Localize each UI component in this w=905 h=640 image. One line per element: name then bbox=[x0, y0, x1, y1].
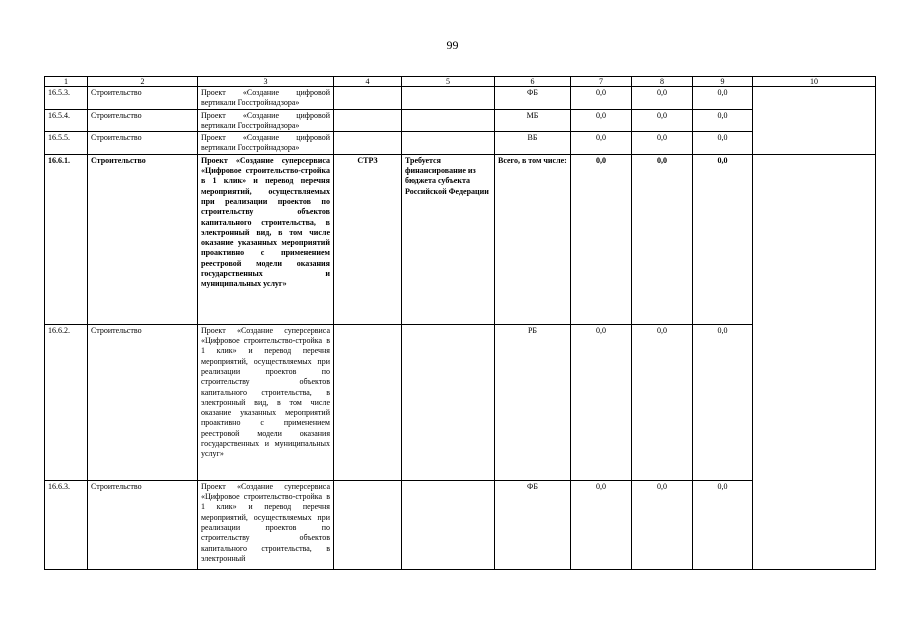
value-cell: 0,0 bbox=[571, 324, 632, 480]
finance-cell bbox=[402, 132, 495, 155]
row-number: 16.6.3. bbox=[45, 480, 88, 569]
source-cell: Всего, в том числе: bbox=[495, 154, 571, 324]
responsible-cell bbox=[334, 109, 402, 132]
value-cell: 0,0 bbox=[571, 87, 632, 110]
value-cell: 0,0 bbox=[693, 87, 753, 110]
header-cell: 8 bbox=[632, 77, 693, 87]
row-number: 16.5.5. bbox=[45, 132, 88, 155]
value-cell: 0,0 bbox=[571, 109, 632, 132]
note-cell bbox=[753, 87, 876, 155]
header-cell: 4 bbox=[334, 77, 402, 87]
value-cell: 0,0 bbox=[632, 109, 693, 132]
source-cell: ВБ bbox=[495, 132, 571, 155]
project-cell: Проект «Создание суперсервиса «Цифровое строительство-стройка в 1 клик» и перевод перечня мероприятий, осуществляемых при реализации проектов по строительству объектов капитального строительства, в электронный вид, в том числе оказание указанных мероприятий проактивно с применением реестровой модели оказания государственных и муниципальных услуг» bbox=[198, 324, 334, 480]
row-number: 16.5.4. bbox=[45, 109, 88, 132]
project-cell: Проект «Создание суперсервиса «Цифровое строительство-стройка в 1 клик» и перевод перечня мероприятий, осуществляемых при реализации проектов по строительству объектов капитального строительства, в электронный вид, в том числе оказание указанных мероприятий проактивно с применением реестровой модели оказания государственных и муниципальных услуг» bbox=[198, 154, 334, 324]
table-row bbox=[45, 87, 876, 110]
table-row bbox=[45, 109, 876, 132]
row-number: 16.5.3. bbox=[45, 87, 88, 110]
note-cell bbox=[753, 154, 876, 569]
header-cell: 9 bbox=[693, 77, 753, 87]
value-cell: 0,0 bbox=[693, 109, 753, 132]
finance-cell: Требуется финансирование из бюджета субъекта Российской Федерации bbox=[402, 154, 495, 324]
value-cell: 0,0 bbox=[632, 480, 693, 569]
row-number: 16.6.1. bbox=[45, 154, 88, 324]
sector-cell: Строительство bbox=[88, 109, 198, 132]
header-cell: 10 bbox=[753, 77, 876, 87]
source-cell: РБ bbox=[495, 324, 571, 480]
table-row bbox=[45, 324, 876, 480]
header-cell: 5 bbox=[402, 77, 495, 87]
finance-cell bbox=[402, 480, 495, 569]
table-row bbox=[45, 132, 876, 155]
value-cell: 0,0 bbox=[571, 154, 632, 324]
header-cell: 1 bbox=[45, 77, 88, 87]
sector-cell: Строительство bbox=[88, 154, 198, 324]
header-cell: 6 bbox=[495, 77, 571, 87]
project-cell: Проект «Создание цифровой вертикали Госстройнадзора» bbox=[198, 87, 334, 110]
source-cell: МБ bbox=[495, 109, 571, 132]
project-cell: Проект «Создание цифровой вертикали Госстройнадзора» bbox=[198, 132, 334, 155]
value-cell: 0,0 bbox=[693, 132, 753, 155]
responsible-cell bbox=[334, 480, 402, 569]
header-cell: 2 bbox=[88, 77, 198, 87]
value-cell: 0,0 bbox=[571, 132, 632, 155]
value-cell: 0,0 bbox=[693, 324, 753, 480]
finance-cell bbox=[402, 324, 495, 480]
finance-cell bbox=[402, 87, 495, 110]
sector-cell: Строительство bbox=[88, 324, 198, 480]
project-cell: Проект «Создание цифровой вертикали Госстройнадзора» bbox=[198, 109, 334, 132]
sector-cell: Строительство bbox=[88, 132, 198, 155]
row-number: 16.6.2. bbox=[45, 324, 88, 480]
source-cell: ФБ bbox=[495, 87, 571, 110]
responsible-cell: СТРЗ bbox=[334, 154, 402, 324]
sector-cell: Строительство bbox=[88, 87, 198, 110]
value-cell: 0,0 bbox=[571, 480, 632, 569]
source-cell: ФБ bbox=[495, 480, 571, 569]
table-row bbox=[45, 480, 876, 569]
value-cell: 0,0 bbox=[632, 87, 693, 110]
responsible-cell bbox=[334, 87, 402, 110]
budget-table bbox=[44, 76, 876, 570]
header-cell: 7 bbox=[571, 77, 632, 87]
page-number: 99 bbox=[446, 38, 459, 52]
header-cell: 3 bbox=[198, 77, 334, 87]
sector-cell: Строительство bbox=[88, 480, 198, 569]
header-row bbox=[45, 77, 876, 87]
value-cell: 0,0 bbox=[693, 154, 753, 324]
table-row bbox=[45, 154, 876, 324]
value-cell: 0,0 bbox=[632, 324, 693, 480]
value-cell: 0,0 bbox=[632, 154, 693, 324]
project-cell: Проект «Создание суперсервиса «Цифровое строительство-стройка в 1 клик» и перевод перечня мероприятий, осуществляемых при реализации проектов по строительству объектов капитального строительства, в электронный bbox=[198, 480, 334, 569]
responsible-cell bbox=[334, 132, 402, 155]
responsible-cell bbox=[334, 324, 402, 480]
value-cell: 0,0 bbox=[693, 480, 753, 569]
value-cell: 0,0 bbox=[632, 132, 693, 155]
finance-cell bbox=[402, 109, 495, 132]
